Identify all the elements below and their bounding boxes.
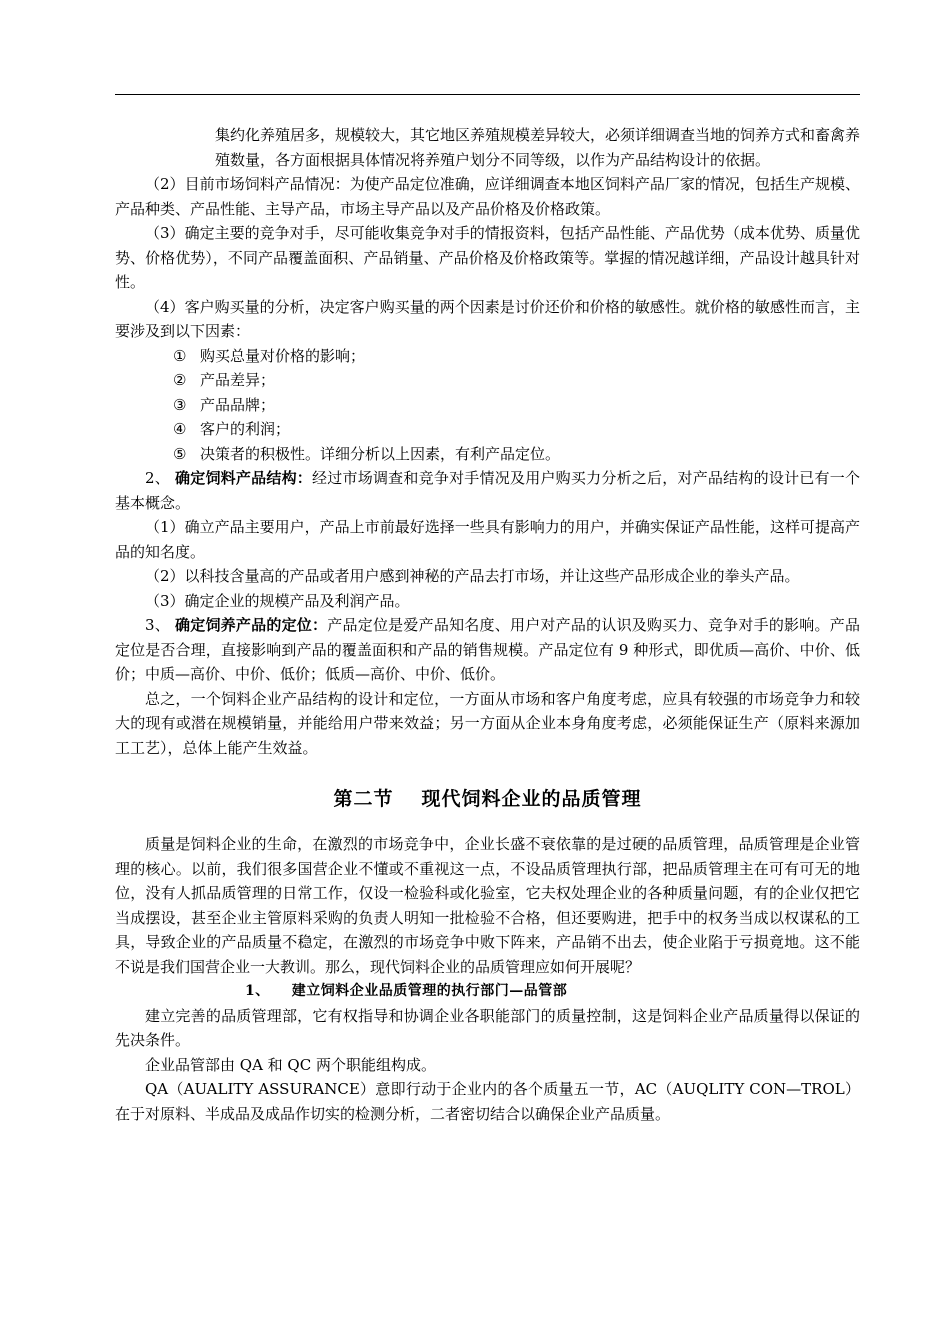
paragraph-purchase-analysis: （4）客户购买量的分析，决定客户购买量的两个因素是讨价还价和价格的敏感性。就价格的敏感性而言，主要涉及到以下因素： — [115, 297, 860, 340]
list-item: ④ 客户的利润； — [173, 420, 291, 438]
paragraph-summary: 总之，一个饲料企业产品结构的设计和定位，一方面从市场和客户角度考虑，应具有较强的市场竞争力和较大的现有或潜在规模销量，并能给用户带来效益；另一方面从企业本身角度考虑，必须能保证生产（原料来源加工工艺），总体上能产生效益。 — [115, 689, 860, 757]
section-title: 第二节 现代饲料企业的品质管理 — [333, 788, 642, 810]
paragraph-structure-1: （1）确立产品主要用户，产品上市前最好选择一些具有影响力的用户，并确实保证产品性能，这样可提高产品的知名度。 — [115, 518, 860, 561]
paragraph-product-structure: 2、 确定饲料产品结构：经过市场调查和竞争对手情况及用户购买力分析之后，对产品结构的设计已有一个基本概念。 — [115, 469, 860, 512]
heading-product-structure: 确定饲料产品结构： — [175, 469, 313, 487]
list-item: ⑤ 决策者的积极性。详细分析以上因素，有利产品定位。 — [173, 444, 561, 463]
paragraph-positioning: 3、 确定饲养产品的定位：产品定位是爱产品知名度、用户对产品的认识及购买力、竞争对手的影响。产品定位是否合理，直接影响到产品的覆盖面积和产品的销售规模。产品定位有 9 种形式，即优质—高价、中价、低价；中质—高价、中价、低价；低质—高价、中价、低价。 — [115, 616, 860, 683]
subsection-title: 1、 建立饲料企业品质管理的执行部门—品管部 — [245, 983, 568, 999]
paragraph-quality-dept: 建立完善的品质管理部，它有权指导和协调企业各职能部门的质量控制，这是饲料企业产品质量得以保证的先决条件。 — [115, 1006, 860, 1049]
paragraph-farming: 集约化养殖居多，规模较大，其它地区养殖规模差异较大，必须详细调查当地的饲养方式和畜禽养殖数量，各方面根据具体情况将养殖户划分不同等级，以作为产品结构设计的依据。 — [215, 126, 861, 169]
list-item: ③ 产品品牌； — [173, 395, 276, 414]
paragraph-market-products: （2）目前市场饲料产品情况：为使产品定位准确，应详细调查本地区饲料产品厂家的情况，包括生产规模、产品种类、产品性能、主导产品，市场主导产品以及产品价格及价格政策。 — [115, 175, 860, 218]
paragraph-qa-qc-detail: QA（AUALITY ASSURANCE）意即行动于企业内的各个质量五一节，AC（AUQLITY CON—TROL）在于对原料、半成品及成品作切实的检测分析，二者密切结合以确保企业产品质量。 — [115, 1080, 860, 1123]
list-item: ① 购买总量对价格的影响； — [173, 346, 366, 365]
heading-positioning: 确定饲养产品的定位： — [175, 616, 328, 634]
paragraph-quality-intro: 质量是饲料企业的生命，在激烈的市场竞争中，企业长盛不衰依靠的是过硬的品质管理，品质管理是企业管理的核心。以前，我们很多国营企业不懂或不重视这一点，不设品质管理执行部，把品质管理主在可有可无的地位，没有人抓品质管理的日常工作，仅设一检验科或化验室，它夫权处理企业的各种质量问题，有的企业仅把它当成摆设，甚至企业主管原料采购的负责人明知一批检验不合格，但还要购进，把手中的权务当成以权谋私的工具，导致企业的产品质量不稳定，在激烈的市场竞争中败下阵来，产品销不出去，使企业陷于亏损竟地。这不能不说是我们国营企业一大教训。那么，现代饲料企业的品质管理应如何开展呢？ — [115, 835, 860, 976]
paragraph-structure-3: （3）确定企业的规模产品及利润产品。 — [145, 591, 410, 610]
paragraph-qa-qc: 企业品管部由 QA 和 QC 两个职能组构成。 — [145, 1055, 436, 1074]
paragraph-competitors: （3）确定主要的竞争对手，尽可能收集竞争对手的情报资料，包括产品性能、产品优势（成本优势、质量优势、价格优势），不同产品覆盖面积、产品销量、产品价格及价格政策等。掌握的情况越详细，产品设计越具针对性。 — [115, 224, 860, 291]
factor-list — [115, 344, 860, 467]
document-body — [115, 123, 860, 1126]
list-item: ② 产品差异； — [173, 371, 276, 389]
header-rule — [115, 94, 860, 95]
paragraph-structure-2: （2）以科技含量高的产品或者用户感到神秘的产品去打市场，并让这些产品形成企业的拳头产品。 — [145, 567, 800, 585]
